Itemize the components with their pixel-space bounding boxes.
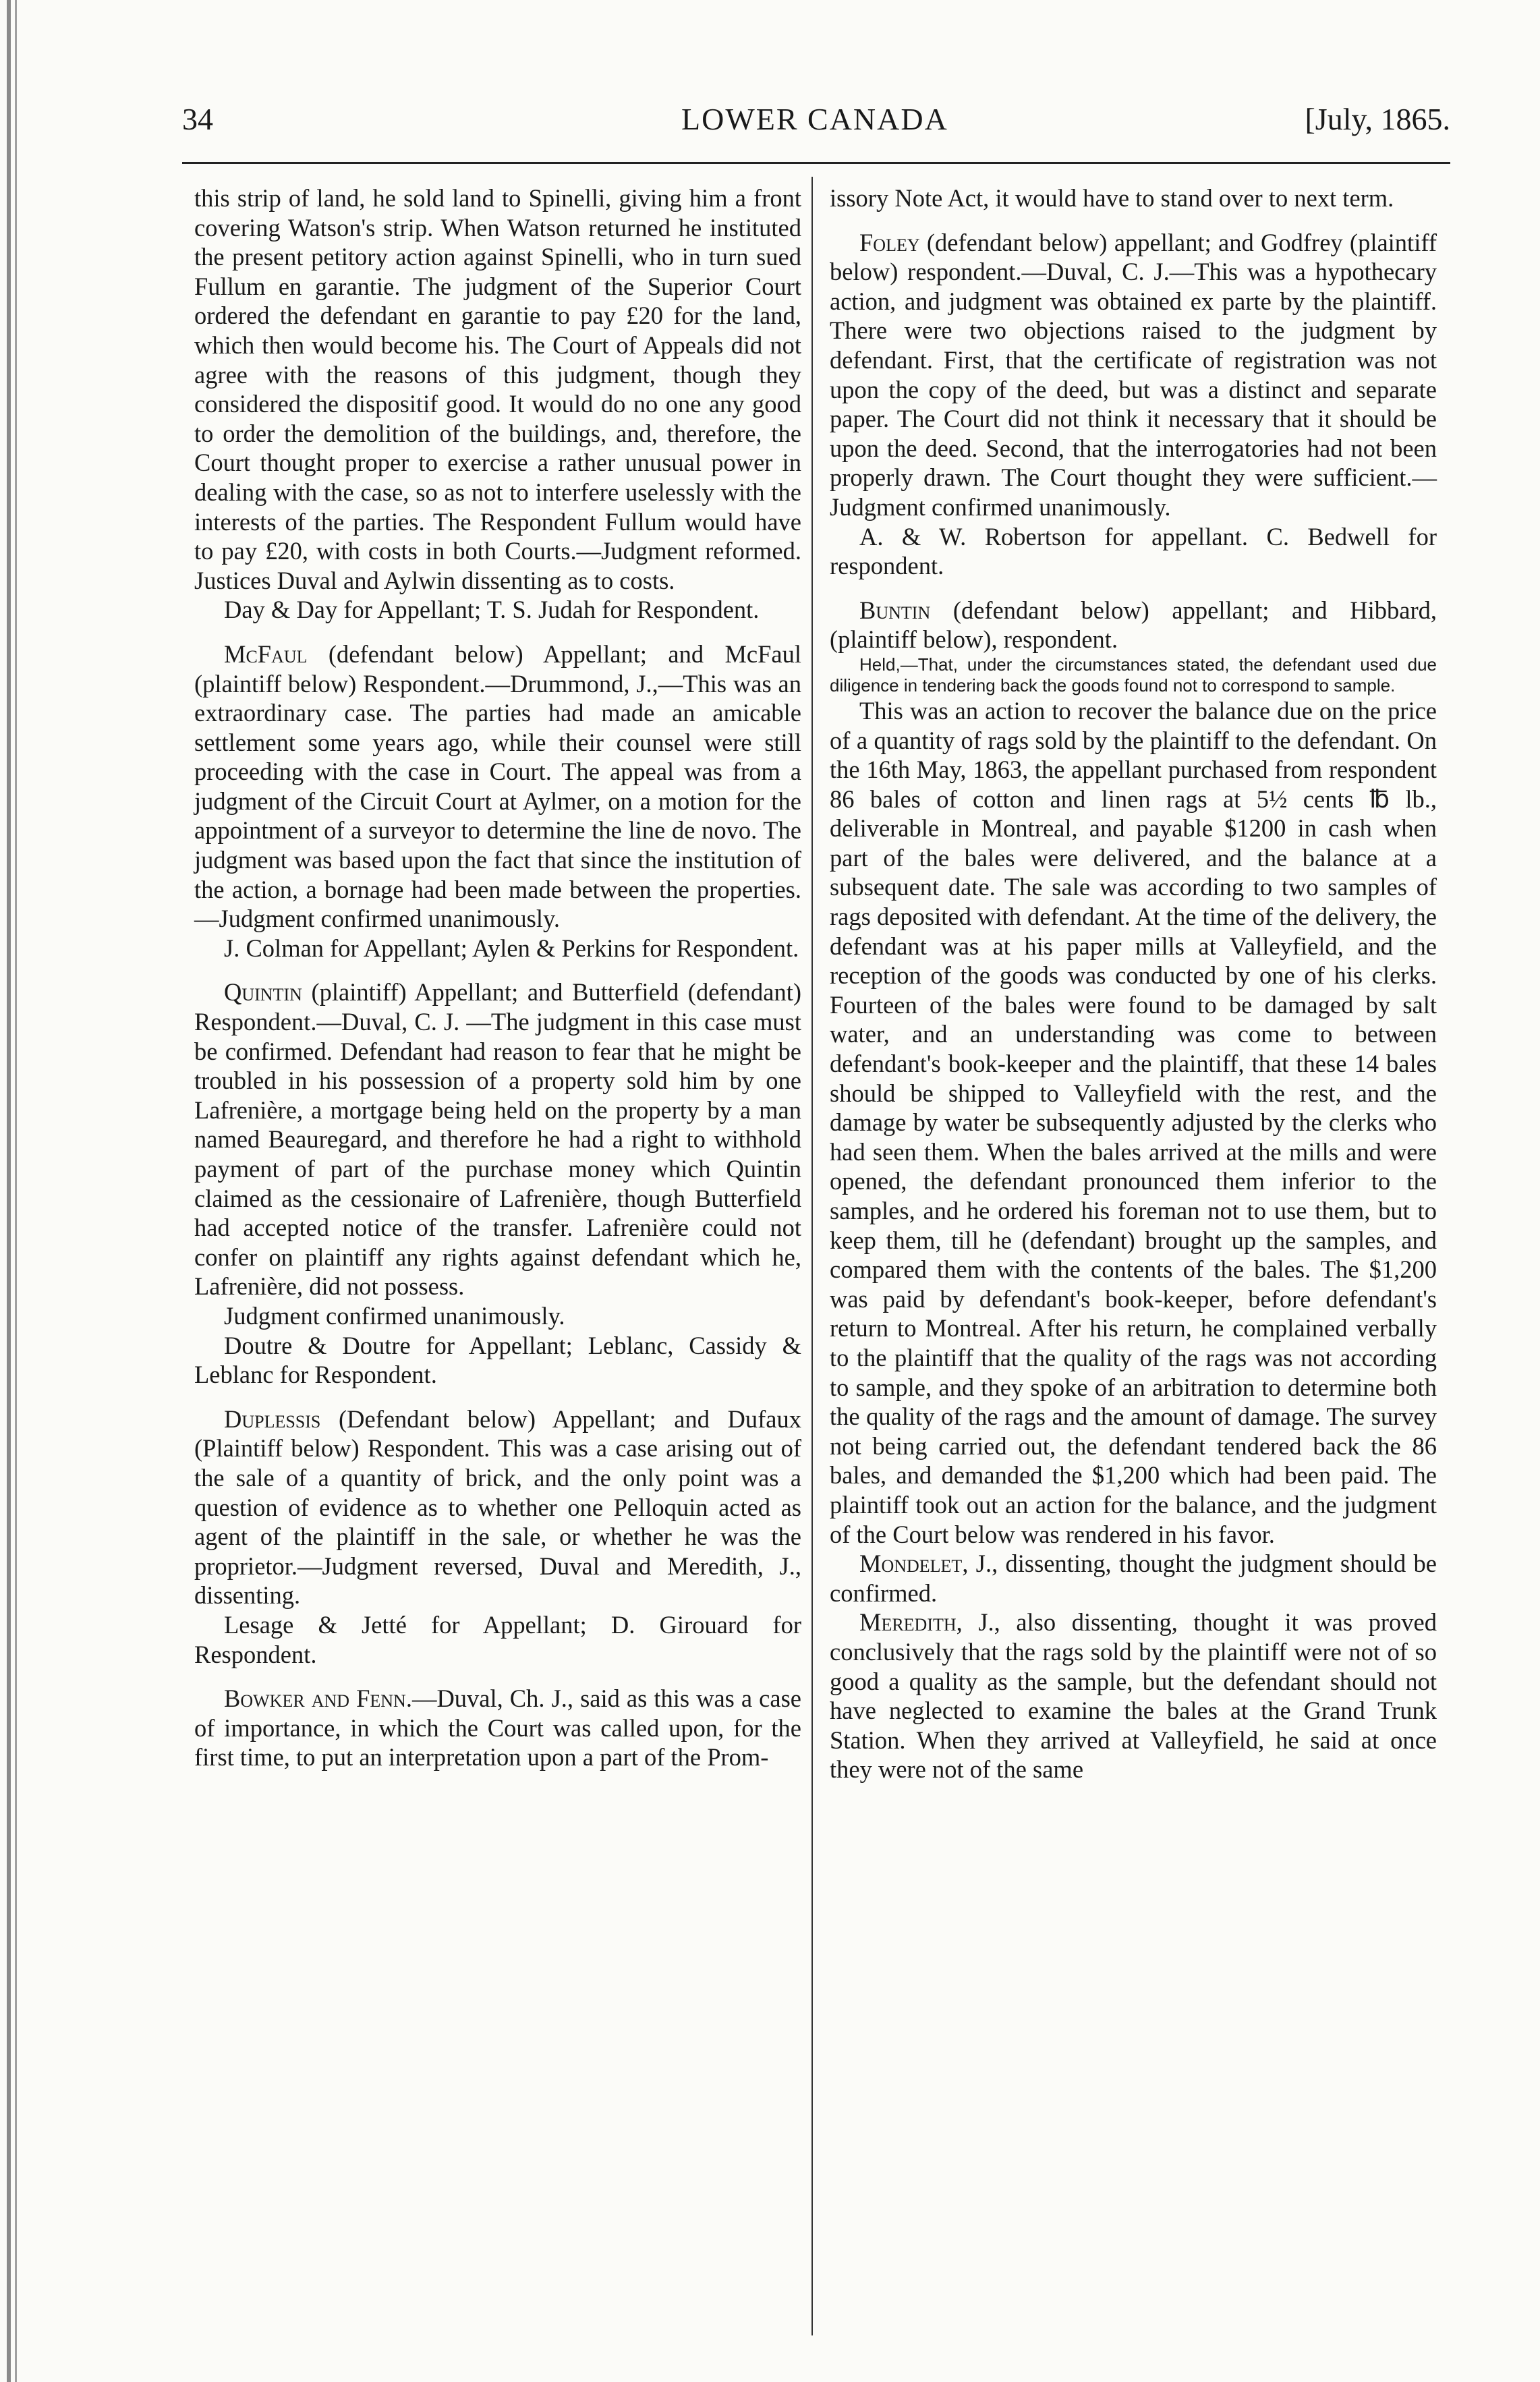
judge-name: Mondelet: [859, 1550, 963, 1578]
case-paragraph: [194, 1405, 801, 1610]
running-title: LOWER CANADA: [681, 102, 948, 136]
case-name: Buntin: [859, 596, 931, 624]
paragraph: issory Note Act, it would have to stand over to next term.: [830, 184, 1394, 212]
judge-name: Meredith: [859, 1608, 957, 1637]
page-header: [182, 101, 1450, 148]
counsel-line: Doutre & Doutre for Appellant; Leblanc, Cassidy & Leblanc for Respondent.: [194, 1331, 801, 1389]
case-text: , J., dissenting, thought the judgment should be confirmed.: [830, 1550, 1437, 1607]
binding-edge-line-2: [15, 0, 17, 2382]
case-text: (defendant below) appellant; and Hibbard, (plaintiff below), respondent.: [830, 596, 1437, 654]
case-name: Quintin: [224, 978, 302, 1006]
case-paragraph: [194, 640, 801, 934]
case-paragraph: [830, 1608, 1437, 1784]
case-name: Bowker and Fenn: [224, 1684, 406, 1713]
case-name: McFaul: [224, 640, 308, 668]
case-paragraph: [830, 1549, 1437, 1608]
right-column: [830, 183, 1437, 1784]
case-text: (defendant below) Appellant; and McFaul (plaintiff below) Respondent.—Drummond, J.,—This was an extraordinary case. The parties had made an amicable settlement some years ago, while their counsel were still proceeding with the case in Court. The appeal was from a judgment of the Circuit Court at Aylmer, on a motion for the appointment of a surveyor to determine the line de novo. The judgment was based upon the fact that since the institution of the action, a bornage had been made between the properties.—Judgment confirmed unanimously.: [194, 640, 801, 933]
case-text: .—Duval, Ch. J., said as this was a case of importance, in which the Court was called upon, for the first time, to put an interpretation upon a part of the Prom-: [194, 1684, 801, 1771]
case-paragraph: [830, 228, 1437, 522]
paragraph: This was an action to recover the balance due on the price of a quantity of rags sold by the plaintiff to the defendant. On the 16th May, 1863, the appellant purchased from respondent 86 bales of cotton and linen rags at 5½ cents ℔ lb., deliverable in Montreal, and payable $1200 in cash when part of the bales were delivered, and the balance at a subsequent date. The sale was according to two samples of rags deposited with defendant. At the time of the delivery, the defendant was at his paper mills at Valleyfield, and the reception of the goods was conducted by one of his clerks. Fourteen of the bales were found to be damaged by salt water, and an understanding was come to between defendant's book-keeper and the plaintiff, that these 14 bales should be shipped to Valleyfield with the rest, and the damage by water be subsequently adjusted by the clerks who had seen them. When the bales arrived at the mills and were opened, the defendant pronounced them inferior to the samples, and he ordered his foreman not to use them, but to keep them, till he (defendant) brought up the samples, and compared them with the contents of the bales. The $1,200 was paid by defendant's book-keeper, before defendant's return to Montreal. After his return, he complained verbally to the plaintiff that the quality of the rags was not according to sample, and they spoke of an arbitration to determine both the quality of the rags and the amount of damage. The survey not being carried out, the defendant tendered back the 86 bales, and demanded the $1,200 which had been paid. The plaintiff took out an action for the balance, and the judgment of the Court below was rendered in his favor.: [830, 696, 1437, 1548]
case-text: (plaintiff) Appellant; and Butterfield (defendant) Respondent.—Duval, C. J. —The judgment in this case must be confirmed. Defendant had reason to fear that he might be troubled in his possession of a property sold him by one Lafrenière, a mortgage being held on the property by a man named Beauregard, and therefore he had a right to withhold payment of part of the purchase money which Quintin claimed as the cessionaire of Lafrenière, though Butterfield had accepted notice of the transfer. Lafrenière could not confer on plaintiff any rights against defendant which he, Lafrenière, did not possess.: [194, 978, 801, 1301]
paragraph: this strip of land, he sold land to Spinelli, giving him a front covering Watson's strip. When Watson returned he instituted the present petitory action against Spinelli, who in turn sued Fullum en garantie. The judgment of the Superior Court ordered the defendant en garantie to pay £20 for the land, which then would become his. The Court of Appeals did not agree with the reasons of this judgment, though they considered the dispositif good. It would do no one any good to order the demolition of the buildings, and, therefore, the Court thought proper to exercise a rather unusual power in dealing with the case, so as not to interfere uselessly with the interests of the parties. The Respondent Fullum would have to pay £20, with costs in both Courts.—Judgment reformed. Justices Duval and Aylwin dissenting as to costs.: [194, 184, 801, 594]
column-divider: [811, 177, 813, 2335]
case-paragraph: [830, 596, 1437, 654]
headnote: Held,—That, under the circumstances stated, the defendant used due diligence in tendering back the goods found not to correspond to sample.: [830, 654, 1437, 696]
left-column: [194, 183, 801, 1772]
judgment-line: Judgment confirmed unanimously.: [224, 1301, 565, 1330]
case-text: , J., also dissenting, thought it was proved conclusively that the rags sold by the plaintiff were not of so good a quality as the sample, but the defendant should not have neglected to examine the bales at the Grand Trunk Station. When they arrived at Valleyfield, he said at once they were not of the same: [830, 1608, 1437, 1784]
header-rule: [182, 162, 1450, 164]
page-number: 34: [182, 102, 213, 136]
case-name: Duplessis: [224, 1405, 321, 1433]
counsel-line: J. Colman for Appellant; Aylen & Perkins for Respondent.: [224, 934, 799, 962]
case-name: Foley: [859, 228, 920, 256]
counsel-line: A. & W. Robertson for appellant. C. Bedwell for respondent.: [830, 522, 1437, 580]
case-paragraph: [194, 1684, 801, 1772]
counsel-line: Lesage & Jetté for Appellant; D. Girouard for Respondent.: [194, 1610, 801, 1668]
case-paragraph: [194, 977, 801, 1301]
binding-edge-line: [7, 0, 11, 2382]
case-text: (defendant below) appellant; and Godfrey (plaintiff below) respondent.—Duval, C. J.—This was a hypothecary action, and judgment was obtained ex parte by the plaintiff. There were two objections raised to the judgment by defendant. First, that the certificate of registration was not upon the copy of the deed, but was a distinct and separate paper. The Court did not think it necessary that it should be upon the deed. Second, that the interrogatories had not been properly drawn. The Court thought they were sufficient.—Judgment confirmed unanimously.: [830, 228, 1437, 521]
header-date: [July, 1865.: [1305, 102, 1450, 136]
case-text: (Defendant below) Appellant; and Dufaux (Plaintiff below) Respondent. This was a case arising out of the sale of a quantity of brick, and the only point was a question of evidence as to whether one Pelloquin acted as agent of the plaintiff in the sale, or whether he was the proprietor.—Judgment reversed, Duval and Meredith, J., dissenting.: [194, 1405, 801, 1610]
counsel-line: Day & Day for Appellant; T. S. Judah for Respondent.: [224, 596, 760, 624]
